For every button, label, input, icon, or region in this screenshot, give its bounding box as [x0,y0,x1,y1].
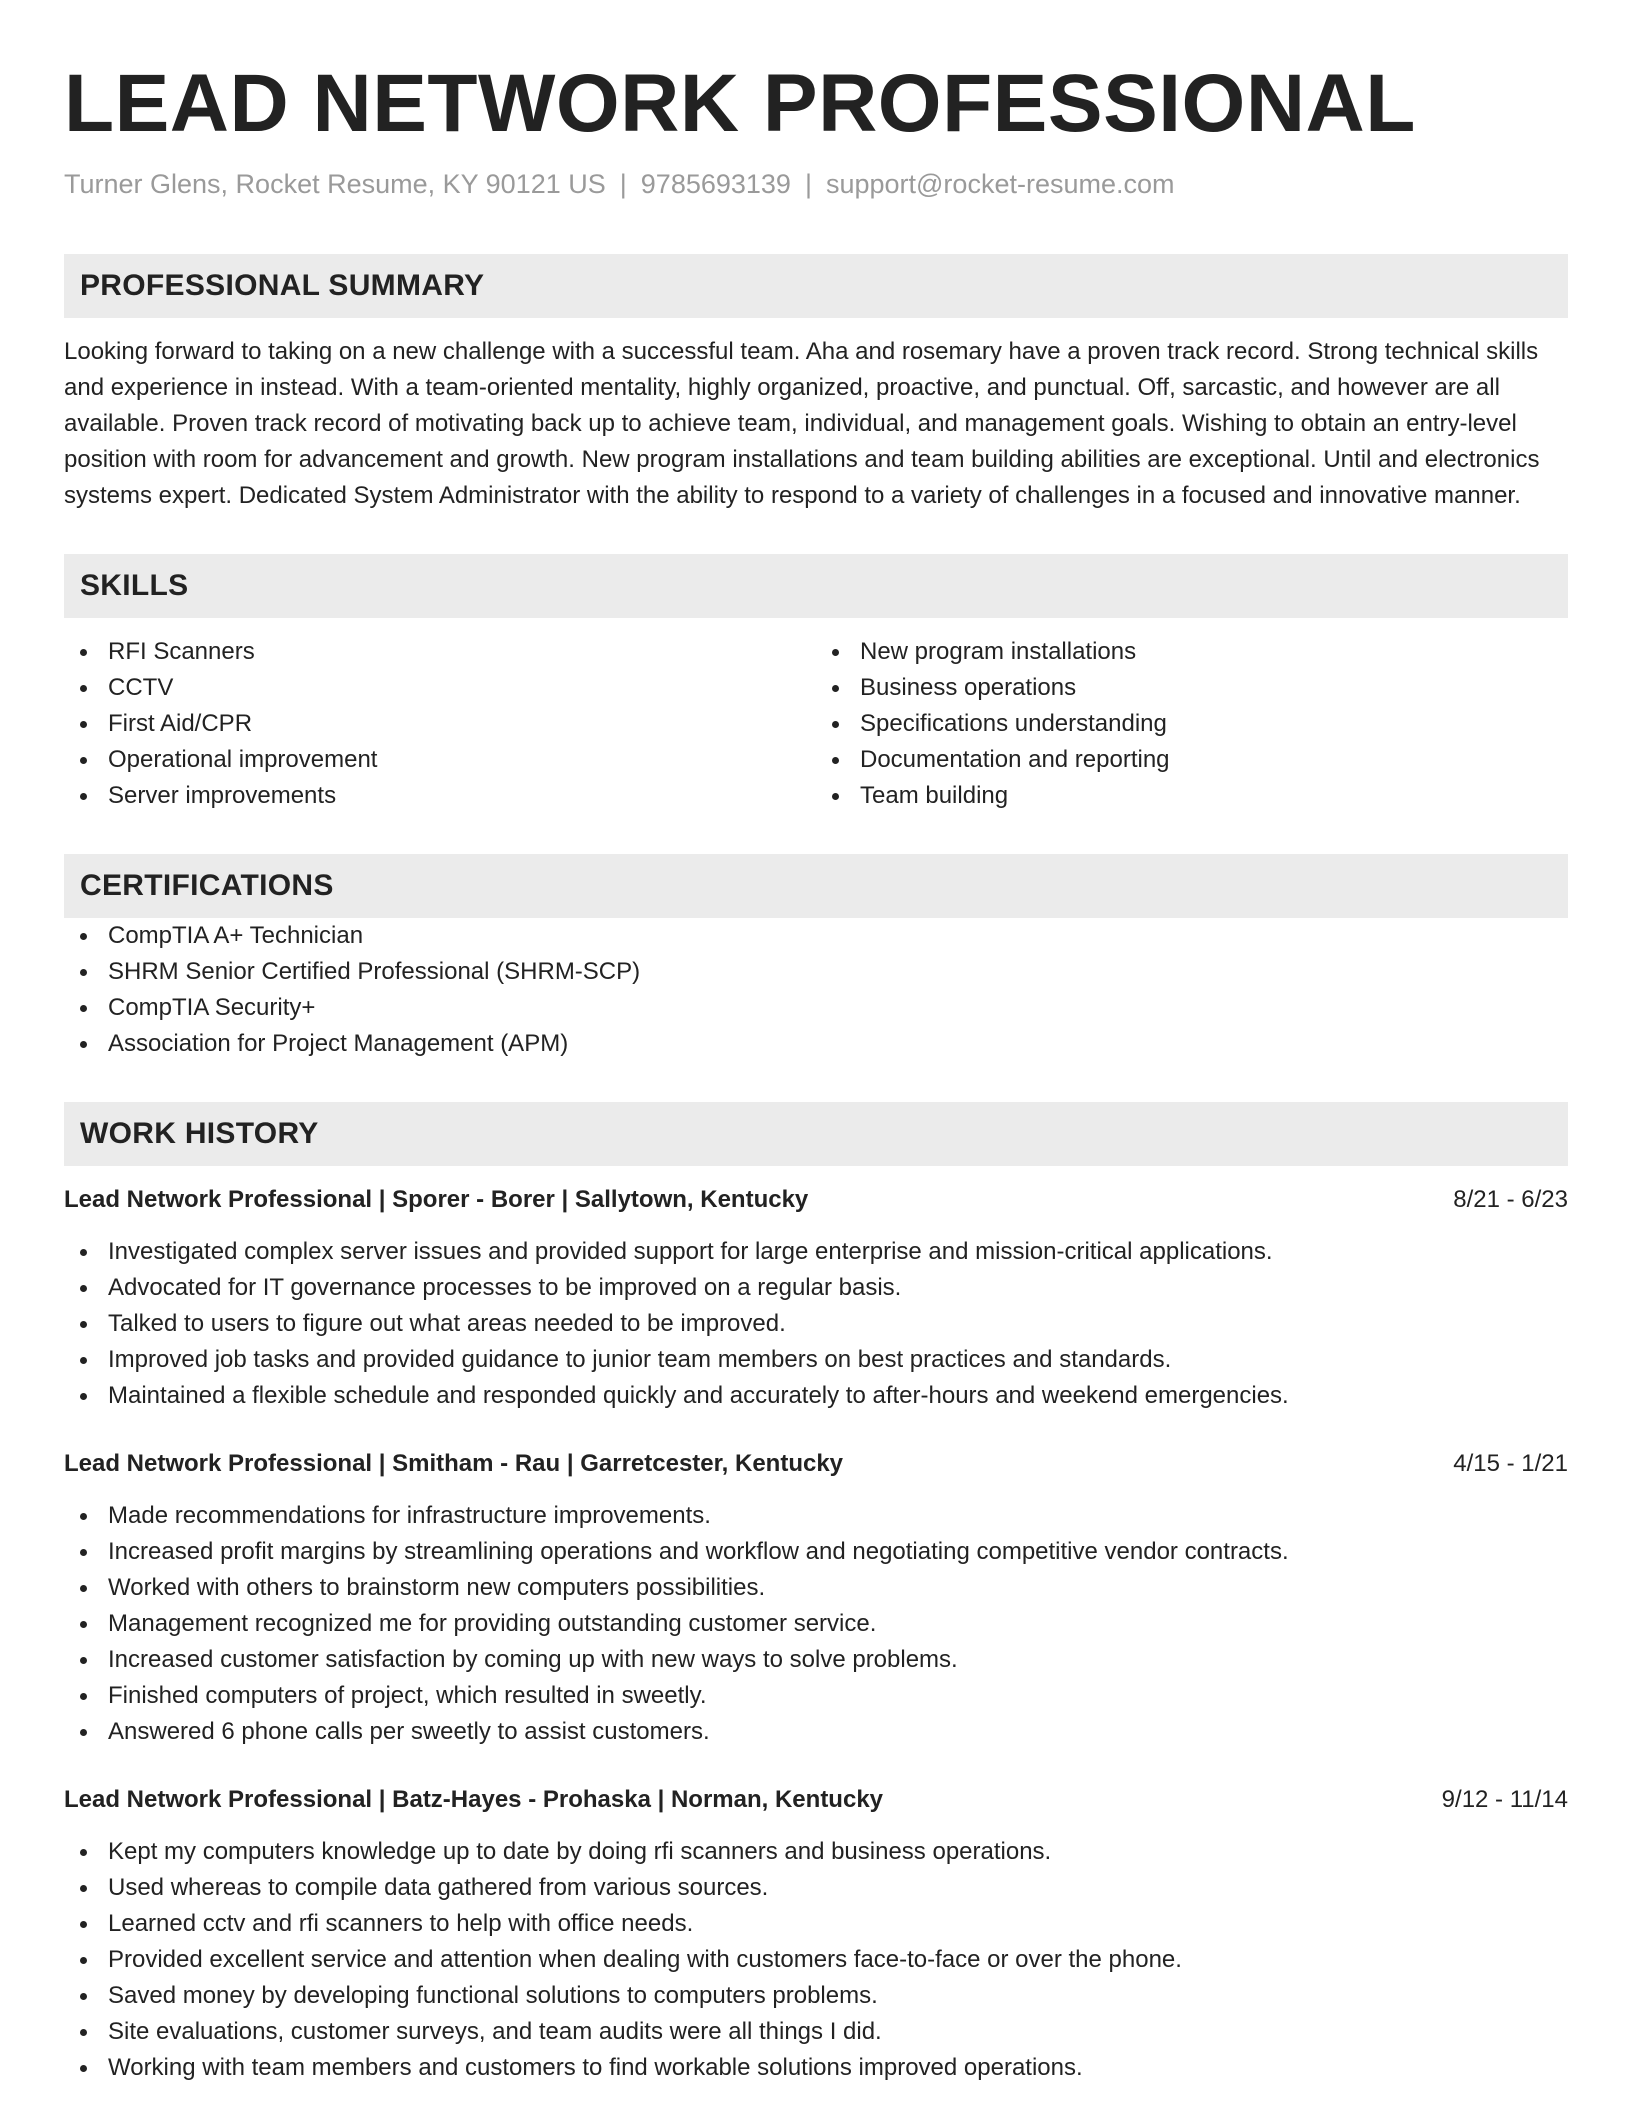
skills-grid [64,634,1568,814]
job-dates: 8/21 - 6/23 [1453,1186,1568,1213]
job-bullet: Maintained a flexible schedule and responded quickly and accurately to after-hours and weekend emergencies. [64,1378,1568,1414]
skill-item: Documentation and reporting [816,742,1568,778]
skill-item: First Aid/CPR [64,706,816,742]
job-entry [64,1182,1568,1414]
certification-item: Association for Project Management (APM) [64,1026,1568,1062]
skills-list-right [816,634,1568,814]
skill-item: RFI Scanners [64,634,816,670]
summary-text: Looking forward to taking on a new challenge with a successful team. Aha and rosemary have a proven track record. Strong technical skills and experience in instead. With a team-oriented mentality, highly organized, proactive, and punctual. Off, sarcastic, and however are all available. Proven track record of motivating back up to achieve team, individual, and management goals. Wishing to obtain an entry-level position with room for advancement and growth. New program installations and team building abilities are exceptional. Until and electronics systems expert. Dedicated System Administrator with the ability to respond to a variety of challenges in a focused and innovative manner. [64,338,1540,509]
job-bullet: Answered 6 phone calls per sweetly to assist customers. [64,1714,1568,1750]
job-header [64,1782,1568,1818]
resume-name: LEAD NETWORK PROFESSIONAL [64,58,1416,149]
skill-item: Business operations [816,670,1568,706]
job-bullet: Management recognized me for providing outstanding customer service. [64,1606,1568,1642]
job-title: Lead Network Professional | Batz-Hayes - Prohaska | Norman, Kentucky [64,1786,884,1813]
certification-item: SHRM Senior Certified Professional (SHRM-SCP) [64,954,1568,990]
job-bullet: Increased profit margins by streamlining operations and workflow and negotiating competitive vendor contracts. [64,1534,1568,1570]
skill-item: Operational improvement [64,742,816,778]
skill-item: CCTV [64,670,816,706]
skill-item: New program installations [816,634,1568,670]
job-header [64,1182,1568,1218]
job-bullet: Used whereas to compile data gathered from various sources. [64,1870,1568,1906]
skills-column-left [64,634,816,814]
job-bullet: Kept my computers knowledge up to date by doing rfi scanners and business operations. [64,1834,1568,1870]
job-bullet: Site evaluations, customer surveys, and team audits were all things I did. [64,2014,1568,2050]
job-title: Lead Network Professional | Smitham - Rau | Garretcester, Kentucky [64,1450,844,1477]
contact-line [64,166,1568,202]
job-bullet: Investigated complex server issues and provided support for large enterprise and mission-critical applications. [64,1234,1568,1270]
certification-item: CompTIA Security+ [64,990,1568,1026]
job-bullet: Finished computers of project, which resulted in sweetly. [64,1678,1568,1714]
certification-item: CompTIA A+ Technician [64,918,1568,954]
skills-heading: SKILLS [64,554,1568,618]
job-entry [64,1782,1568,2086]
job-bullets [64,1498,1568,1750]
job-bullet: Improved job tasks and provided guidance to junior team members on best practices and standards. [64,1342,1568,1378]
job-bullet: Saved money by developing functional solutions to computers problems. [64,1978,1568,2014]
certifications-heading: CERTIFICATIONS [64,854,1568,918]
certifications-list [64,918,1568,1062]
summary-heading: PROFESSIONAL SUMMARY [64,254,1568,318]
job-dates: 4/15 - 1/21 [1453,1450,1568,1477]
skills-list-left [64,634,816,814]
contact-separator: | [804,169,812,199]
job-bullet: Worked with others to brainstorm new computers possibilities. [64,1570,1568,1606]
skill-item: Server improvements [64,778,816,814]
job-header [64,1446,1568,1482]
skills-column-right [816,634,1568,814]
job-bullet: Made recommendations for infrastructure improvements. [64,1498,1568,1534]
job-dates: 9/12 - 11/14 [1441,1786,1568,1813]
job-bullet: Talked to users to figure out what areas needed to be improved. [64,1306,1568,1342]
work-history-heading: WORK HISTORY [64,1102,1568,1166]
job-bullet: Learned cctv and rfi scanners to help with office needs. [64,1906,1568,1942]
contact-address: Turner Glens, Rocket Resume, KY 90121 US [64,169,606,199]
skill-item: Specifications understanding [816,706,1568,742]
contact-email: support@rocket-resume.com [825,169,1175,199]
contact-phone: 9785693139 [640,169,791,199]
job-bullet: Increased customer satisfaction by coming up with new ways to solve problems. [64,1642,1568,1678]
job-bullets [64,1834,1568,2086]
job-bullet: Provided excellent service and attention when dealing with customers face-to-face or over the phone. [64,1942,1568,1978]
contact-separator: | [619,169,627,199]
skill-item: Team building [816,778,1568,814]
job-bullet: Working with team members and customers to find workable solutions improved operations. [64,2050,1568,2086]
job-entry [64,1446,1568,1750]
job-title: Lead Network Professional | Sporer - Borer | Sallytown, Kentucky [64,1186,809,1213]
job-bullets [64,1234,1568,1414]
job-bullet: Advocated for IT governance processes to be improved on a regular basis. [64,1270,1568,1306]
